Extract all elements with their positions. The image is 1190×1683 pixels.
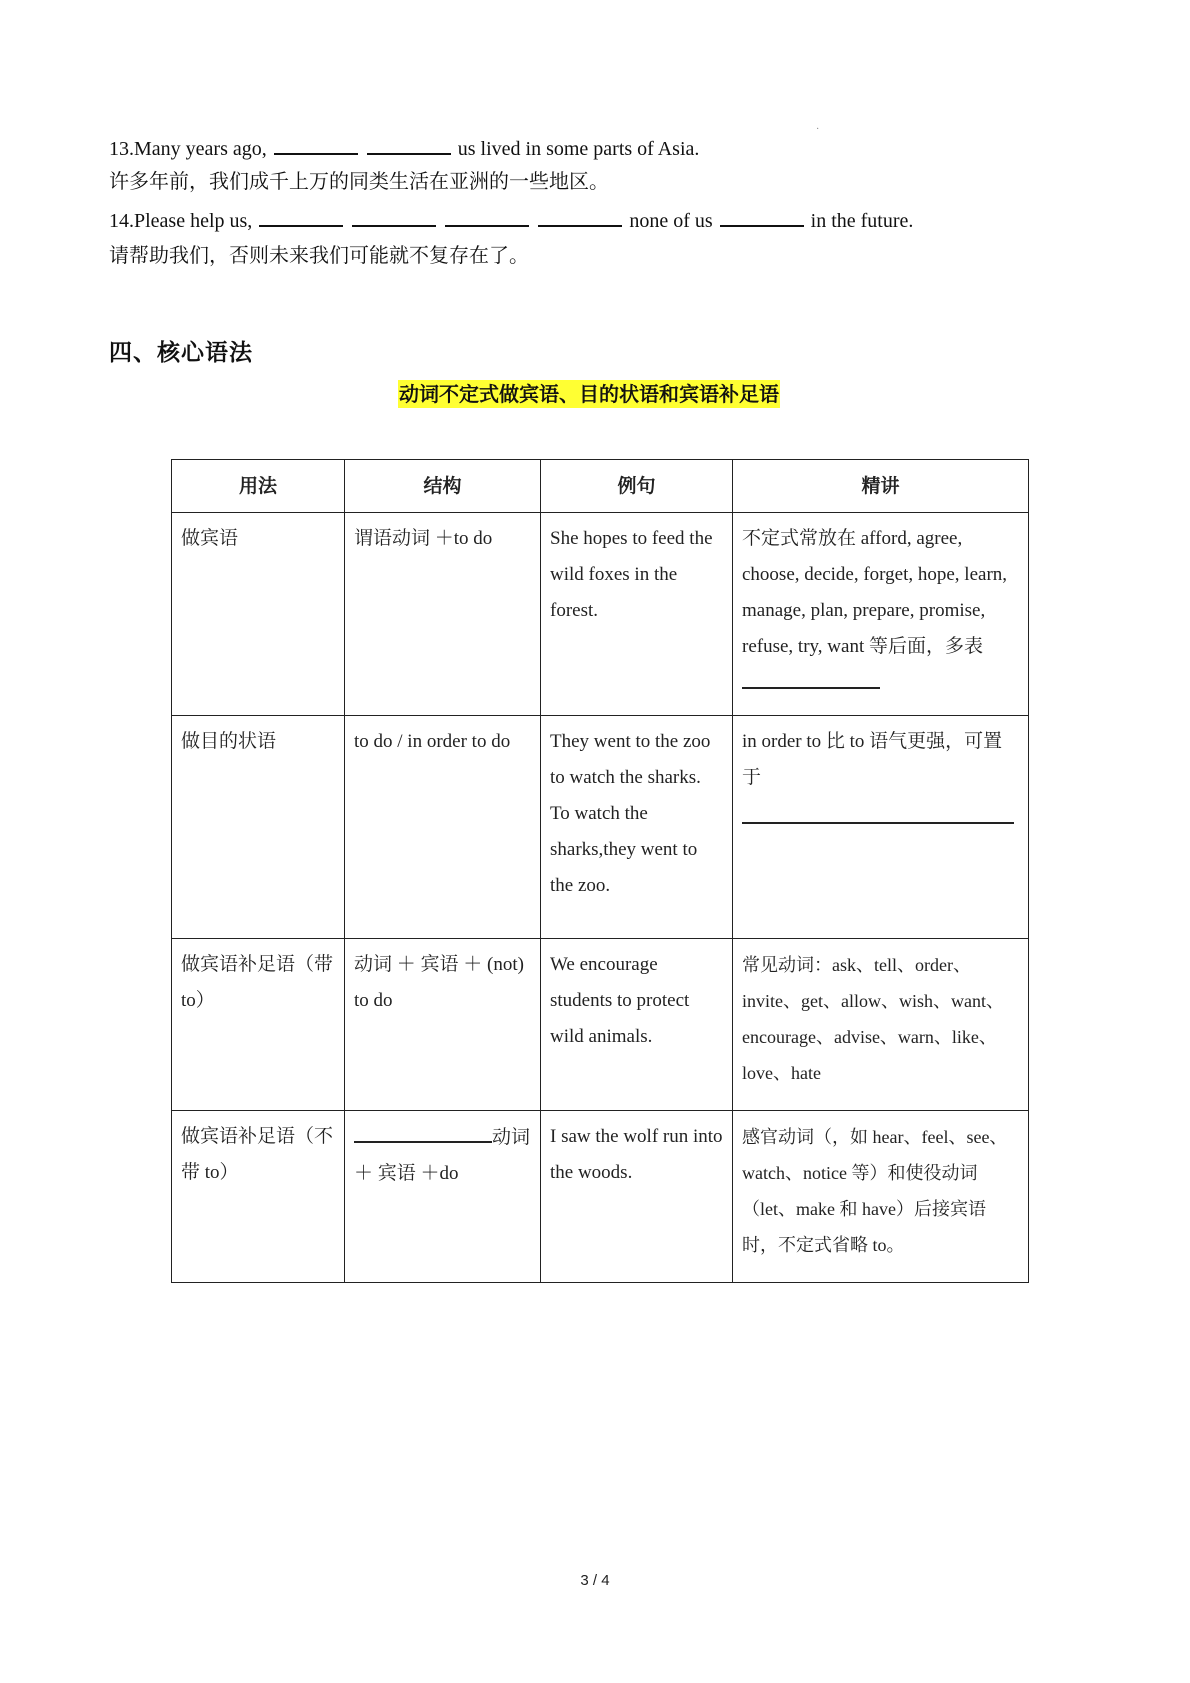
answer-blank[interactable] bbox=[259, 205, 343, 227]
answer-blank[interactable] bbox=[538, 205, 622, 227]
section-subtitle: 动词不定式做宾语、目的状语和宾语补足语 bbox=[399, 382, 779, 406]
table-row bbox=[172, 513, 1029, 716]
example-sentence: To watch the sharks,they went to the zoo. bbox=[550, 803, 698, 896]
example-cell: We encourage students to protect wild animals. bbox=[541, 939, 733, 1111]
question-13 bbox=[109, 133, 699, 163]
answer-blank[interactable] bbox=[274, 133, 358, 155]
structure-cell: to do / in order to do bbox=[345, 716, 541, 939]
q13-translation: 许多年前，我们成千上万的同类生活在亚洲的一些地区。 bbox=[109, 171, 609, 193]
answer-line bbox=[742, 800, 1019, 837]
q13-text-before: 13.Many years ago, bbox=[109, 138, 267, 160]
explain-cell: 常见动词：ask、tell、order、invite、get、allow、wish、want、encourage、advise、warn、like、love、hate bbox=[733, 939, 1029, 1111]
explain-cell bbox=[733, 716, 1029, 939]
explain-text: 不定式常放在 afford, agree, choose, decide, forget, hope, learn, manage, plan, prepare, promise, refuse, try, want 等后面，多表 bbox=[742, 528, 1008, 657]
q14-translation: 请帮助我们，否则未来我们可能就不复存在了。 bbox=[109, 245, 529, 267]
explain-cell bbox=[733, 513, 1029, 716]
structure-cell bbox=[345, 1111, 541, 1283]
q13-text-after: us lived in some parts of Asia. bbox=[457, 138, 700, 160]
answer-blank[interactable] bbox=[984, 800, 1014, 824]
usage-cell: 做宾语 bbox=[172, 513, 345, 716]
q14-text-mid: none of us bbox=[629, 210, 713, 232]
answer-blank[interactable] bbox=[367, 133, 451, 155]
structure-cell: 谓语动词 ＋to do bbox=[345, 513, 541, 716]
q14-text-before: 14.Please help us, bbox=[109, 210, 253, 232]
answer-blank[interactable] bbox=[445, 205, 529, 227]
column-header: 结构 bbox=[345, 460, 541, 513]
answer-blank[interactable] bbox=[354, 1119, 492, 1143]
answer-blank[interactable] bbox=[848, 800, 984, 824]
structure-cell: 动词 ＋ 宾语 ＋ (not) to do bbox=[345, 939, 541, 1111]
column-header: 精讲 bbox=[733, 460, 1029, 513]
usage-cell: 做目的状语 bbox=[172, 716, 345, 939]
table-row bbox=[172, 1111, 1029, 1283]
answer-blank[interactable] bbox=[720, 205, 804, 227]
answer-blank[interactable] bbox=[352, 205, 436, 227]
page-number: 3 / 4 bbox=[580, 1572, 610, 1589]
table-row bbox=[172, 716, 1029, 939]
example-sentence: They went to the zoo to watch the sharks. bbox=[550, 731, 711, 788]
example-cell bbox=[541, 716, 733, 939]
column-header: 例句 bbox=[541, 460, 733, 513]
question-14 bbox=[109, 205, 913, 235]
table-header-row bbox=[172, 460, 1029, 513]
q14-text-after: in the future. bbox=[810, 210, 914, 232]
grammar-table bbox=[171, 459, 1029, 1283]
usage-cell: 做宾语补足语（不带 to） bbox=[172, 1111, 345, 1283]
example-cell: She hopes to feed the wild foxes in the forest. bbox=[541, 513, 733, 716]
explain-cell: 感官动词（，如 hear、feel、see、watch、notice 等）和使役动词（let、make 和 have）后接宾语时，不定式省略 to。 bbox=[733, 1111, 1029, 1283]
explain-text: in order to 比 to 语气更强，可置于 bbox=[742, 731, 1003, 788]
answer-blank[interactable] bbox=[742, 800, 848, 824]
column-header: 用法 bbox=[172, 460, 345, 513]
structure-text: 动词 ＋ 宾语 ＋do bbox=[354, 1127, 531, 1184]
speck: · bbox=[816, 124, 820, 135]
example-cell: I saw the wolf run into the woods. bbox=[541, 1111, 733, 1283]
answer-blank[interactable] bbox=[742, 665, 880, 689]
section-heading: 四、核心语法 bbox=[109, 340, 253, 366]
table-row bbox=[172, 939, 1029, 1111]
usage-cell: 做宾语补足语（带 to） bbox=[172, 939, 345, 1111]
